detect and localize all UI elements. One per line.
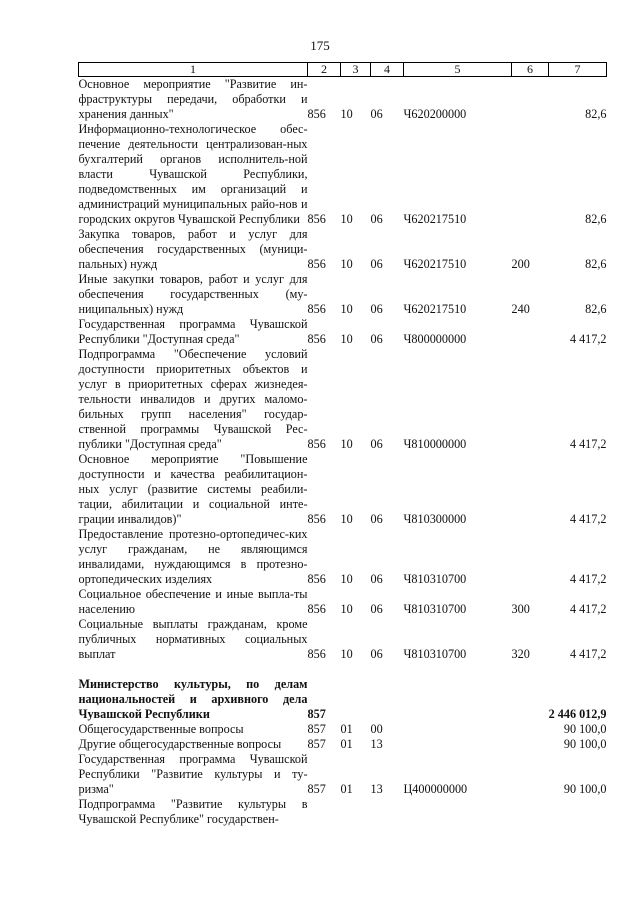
row-code-expense-type: [512, 527, 549, 587]
row-code-target: Ч620200000: [403, 107, 467, 121]
row-code-section: 10: [340, 212, 353, 226]
row-name: Предоставление протезно-ортопедичес-ких услуг гражданам, не являющимся инвалидами, нуждающимся в протезно-ортопедических изделиях: [78, 527, 308, 586]
table-row: [79, 752, 607, 797]
table-row: [79, 122, 607, 227]
table-row: [79, 452, 607, 527]
row-code-target: [404, 722, 512, 737]
row-name: Закупка товаров, работ и услуг для обеспечения государственных (муници-пальных) нужд: [78, 227, 308, 271]
row-code-expense-type: 200: [511, 257, 530, 271]
column-header: 2: [308, 63, 341, 77]
row-code-subsection: 06: [370, 647, 383, 661]
row-code-target: Ч620217510: [403, 212, 467, 226]
row-code-target: [404, 737, 512, 752]
row-code-section: 10: [340, 332, 353, 346]
row-amount: 82,6: [585, 302, 607, 316]
row-name: Социальные выплаты гражданам, кроме публичных нормативных социальных выплат: [78, 617, 308, 661]
table-row: [79, 77, 607, 123]
table-row: [79, 317, 607, 347]
row-code-section: 10: [340, 437, 353, 451]
row-code-expense-type: 240: [511, 302, 530, 316]
table-row: [79, 722, 607, 737]
row-amount: 4 417,2: [569, 437, 607, 451]
row-amount: 4 417,2: [569, 332, 607, 346]
row-amount: 90 100,0: [563, 722, 607, 736]
row-code-section: 10: [340, 302, 353, 316]
budget-table: [78, 62, 607, 827]
row-code-admin: 856: [307, 437, 326, 451]
row-code-expense-type: [512, 452, 549, 527]
row-name: Государственная программа Чувашской Республики "Развитие культуры и ту-ризма": [78, 752, 308, 796]
row-code-section: [341, 797, 371, 827]
row-name: Основное мероприятие "Развитие ин-фраструктуры передачи, обработки и хранения данных": [78, 77, 308, 121]
row-name: Подпрограмма "Обеспечение условий доступности приоритетных объектов и услуг в приоритетных сферах жизнедея-тельности инвалидов и других маломо-бильных групп населения" государ-ственной программы Чувашской Рес-публики "Доступная среда": [78, 347, 308, 451]
row-code-subsection: 13: [370, 737, 383, 751]
row-code-expense-type: [512, 797, 549, 827]
row-code-target: Ц400000000: [403, 782, 468, 796]
row-code-subsection: 06: [370, 602, 383, 616]
row-code-expense-type: 320: [511, 647, 530, 661]
column-header: 7: [549, 63, 607, 77]
table-header-row: [79, 63, 607, 77]
row-amount: 2 446 012,9: [548, 707, 607, 721]
row-code-expense-type: [512, 347, 549, 452]
table-row: [79, 227, 607, 272]
row-amount: 4 417,2: [569, 602, 607, 616]
row-code-admin: 856: [307, 512, 326, 526]
row-code-target: Ч810300000: [403, 512, 467, 526]
row-code-section: 01: [340, 722, 353, 736]
row-code-subsection: 06: [370, 107, 383, 121]
row-code-expense-type: [512, 737, 549, 752]
row-code-section: 01: [340, 782, 353, 796]
row-code-admin: [308, 797, 341, 827]
row-code-subsection: [371, 797, 404, 827]
row-code-subsection: 13: [370, 782, 383, 796]
row-name: Основное мероприятие "Повышение доступности и качества реабилитацион-ных услуг (развитие системы реабили-тации, абилитации и социальной инте-грации инвалидов)": [78, 452, 308, 526]
row-code-expense-type: [512, 722, 549, 737]
row-amount: 4 417,2: [569, 647, 607, 661]
row-code-admin: 856: [307, 107, 326, 121]
row-name: Иные закупки товаров, работ и услуг для обеспечения государственных (му-ниципальных) нужд: [78, 272, 308, 316]
column-header: 5: [404, 63, 512, 77]
row-code-admin: 857: [307, 737, 326, 751]
row-name: Министерство культуры, по делам национальностей и архивного дела Чувашской Республики: [78, 677, 308, 721]
row-code-subsection: 06: [370, 437, 383, 451]
table-row: [79, 527, 607, 587]
row-code-section: 10: [340, 572, 353, 586]
row-code-admin: 857: [307, 782, 326, 796]
row-amount: 82,6: [585, 257, 607, 271]
row-code-subsection: 00: [370, 722, 383, 736]
row-code-expense-type: [512, 677, 549, 722]
row-name: Государственная программа Чувашской Республики "Доступная среда": [78, 317, 308, 346]
row-code-section: 01: [340, 737, 353, 751]
row-code-section: 10: [340, 647, 353, 661]
spacer-row: [79, 662, 607, 677]
row-code-subsection: 06: [370, 332, 383, 346]
column-header: 4: [371, 63, 404, 77]
row-code-expense-type: 300: [511, 602, 530, 616]
row-code-admin: 856: [307, 302, 326, 316]
row-code-section: 10: [340, 602, 353, 616]
page-number: 175: [310, 38, 330, 53]
row-name: Информационно-технологическое обес-печение деятельности централизован-ных бухгалтерий органов исполнитель-ной власти Чувашской Республики, подведомственных им организаций и администраций муниципальных райо-нов и городских округов Чувашской Республики: [78, 122, 308, 226]
row-name: Другие общегосударственные вопросы: [78, 737, 282, 751]
row-code-admin: 856: [307, 332, 326, 346]
row-amount: 4 417,2: [569, 572, 607, 586]
row-code-expense-type: [512, 317, 549, 347]
row-code-subsection: 06: [370, 572, 383, 586]
row-amount: 82,6: [585, 212, 607, 226]
row-code-subsection: 06: [370, 302, 383, 316]
row-code-section: 10: [340, 257, 353, 271]
row-amount: 82,6: [585, 107, 607, 121]
row-code-subsection: [371, 677, 404, 722]
row-code-admin: 857: [307, 707, 326, 721]
row-code-target: Ч810310700: [403, 572, 467, 586]
row-code-target: Ч810310700: [403, 602, 467, 616]
row-code-target: Ч620217510: [403, 257, 467, 271]
table-row: [79, 797, 607, 827]
row-code-target: Ч800000000: [403, 332, 467, 346]
row-name: Общегосударственные вопросы: [78, 722, 244, 736]
row-code-expense-type: [512, 77, 549, 123]
row-code-target: Ч620217510: [403, 302, 467, 316]
row-code-subsection: 06: [370, 257, 383, 271]
table-row: [79, 347, 607, 452]
row-name: Подпрограмма "Развитие культуры в Чувашской Республике" государствен-: [78, 797, 308, 826]
row-code-target: [404, 677, 512, 722]
row-code-subsection: 06: [370, 512, 383, 526]
row-code-section: 10: [340, 107, 353, 121]
row-code-section: [341, 677, 371, 722]
row-code-admin: 856: [307, 647, 326, 661]
row-code-section: 10: [340, 512, 353, 526]
row-code-target: [404, 797, 512, 827]
row-code-admin: 857: [307, 722, 326, 736]
row-code-admin: 856: [307, 257, 326, 271]
table-row: [79, 737, 607, 752]
row-name: Социальное обеспечение и иные выпла-ты населению: [78, 587, 308, 616]
table-row: [79, 272, 607, 317]
table-row: [79, 677, 607, 722]
row-code-target: Ч810310700: [403, 647, 467, 661]
row-amount: 90 100,0: [563, 737, 607, 751]
column-header: 6: [512, 63, 549, 77]
row-code-expense-type: [512, 122, 549, 227]
row-amount: 4 417,2: [569, 512, 607, 526]
row-amount: [549, 797, 607, 827]
table-row: [79, 587, 607, 617]
row-code-target: Ч810000000: [403, 437, 467, 451]
row-code-admin: 856: [307, 572, 326, 586]
row-amount: 90 100,0: [563, 782, 607, 796]
column-header: 3: [341, 63, 371, 77]
spacer-cell: [79, 662, 607, 677]
row-code-admin: 856: [307, 212, 326, 226]
row-code-subsection: 06: [370, 212, 383, 226]
row-code-admin: 856: [307, 602, 326, 616]
table-row: [79, 617, 607, 662]
column-header: 1: [79, 63, 308, 77]
row-code-expense-type: [512, 752, 549, 797]
